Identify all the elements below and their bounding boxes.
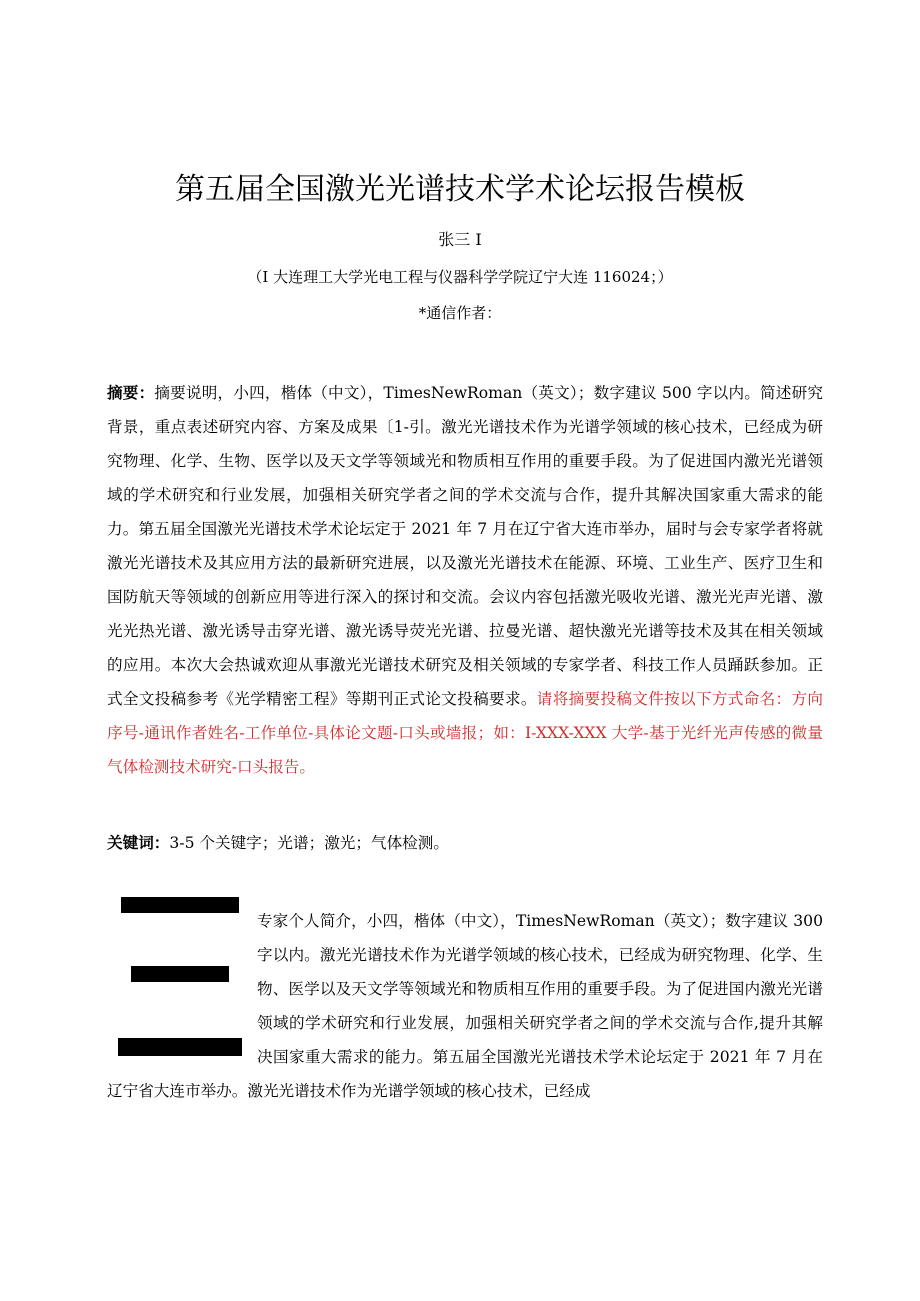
author-name: 张三 I	[438, 230, 482, 249]
abstract-body: 摘要说明，小四，楷体（中文），TimesNewRoman（英文）；数字建议 500 字以内。简述研究背景，重点表述研究内容、方案及成果〔1-引。激光光谱技术作为光谱学领域的核心技术，已经成为研究物理、化学、生物、医学以及天文学等领域光和物质相互作用的重要手段。为了促进国内激光光谱领域的学术研究和行业发展，加强相关研究学者之间的学术交流与合作，提升其解决国家重大需求的能力。第五届全国激光光谱技术学术论坛定于 2021 年 7 月在辽宁省大连市举办，届时与会专家学者将就激光光谱技术及其应用方法的最新研究进展，以及激光光谱技术在能源、环境、工业生产、医疗卫生和国防航天等领域的创新应用等进行深入的探讨和交流。会议内容包括激光吸收光谱、激光光声光谱、激光光热光谱、激光诱导击穿光谱、激光诱导荧光光谱、拉曼光谱、超快激光光谱等技术及其在相关领域的应用。本次大会热诚欢迎从事激光光谱技术研究及相关领域的专家学者、科技工作人员踊跃参加。正式全文投稿参考《光学精密工程》等期刊正式论文投稿要求。	[107, 384, 823, 708]
keywords-label: 关键词：	[107, 833, 170, 852]
bio-body: 专家个人简介，小四，楷体（中文），TimesNewRoman（英文）；数字建议 300 字以内。激光光谱技术作为光谱学领域的核心技术，已经成为研究物理、化学、生物、医学以及天文学等领域光和物质相互作用的重要手段。为了促进国内激光光谱领域的学术研究和行业发展，加强相关研究学者之间的学术交流与合作,提升其解决国家重大需求的能力。第五届全国激光光谱技术学术论坛定于 2021 年 7 月在辽宁省大连市举办。激光光谱技术作为光谱学领域的核心技术，已经成	[107, 912, 823, 1100]
corresponding-author: *通信作者：	[418, 304, 502, 322]
abstract-naming-instruction: 请将摘要投稿文件按以下方式命名：方向序号-通讯作者姓名-工作单位-具体论文题-口头或墙报；如：I-XXX-XXX 大学-基于光纤光声传感的微量气体检测技术研究-口头报告。	[107, 690, 823, 776]
abstract-paragraph	[107, 376, 823, 784]
expert-bio-paragraph	[107, 904, 823, 1108]
abstract-label: 摘要：	[107, 383, 155, 402]
page-title: 第五届全国激光光谱技术学术论坛报告模板	[175, 172, 745, 207]
author-affiliation: （I 大连理工大学光电工程与仪器科学学院辽宁大连 116024；）	[247, 268, 673, 286]
photo-placeholder-area	[107, 904, 257, 1074]
keywords-line	[107, 826, 823, 860]
keywords-body: 3-5 个关键字；光谱；激光；气体检测。	[169, 834, 449, 852]
